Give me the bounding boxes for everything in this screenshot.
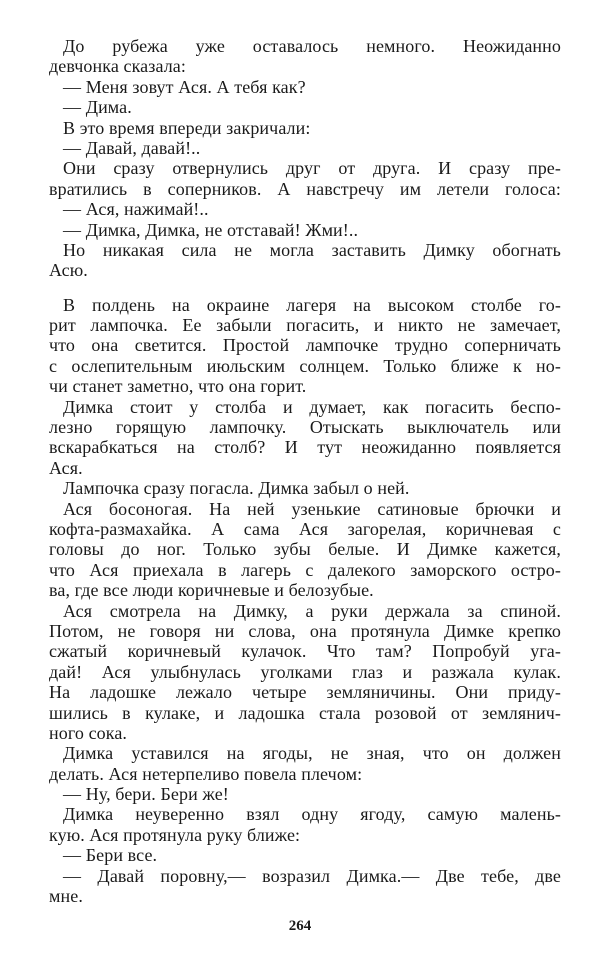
- text-line: Димка неуверенно взял одну ягоду, самую малень-: [63, 804, 561, 825]
- text-line: девчонка сказала:: [49, 56, 186, 77]
- text-line: В это время впереди закричали:: [63, 117, 311, 138]
- text-line: кофта-размахайка. А сама Ася загорелая, коричневая с: [49, 518, 561, 539]
- dialogue-line: — Ну, бери. Бери же!: [63, 784, 229, 805]
- dialogue-line: — Димка, Димка, не отставай! Жми!..: [63, 219, 359, 240]
- dialogue-line: — Давай поровну,— возразил Димка.— Две тебе, две: [63, 865, 561, 886]
- text-line: вратились в соперников. А навстречу им летели голоса:: [49, 178, 561, 199]
- dialogue-line: — Меня зовут Ася. А тебя как?: [63, 76, 306, 97]
- text-line: лезно горящую лампочку. Отыскать выключатель или: [49, 417, 561, 438]
- text-line: мне.: [49, 886, 83, 907]
- text-line: шились в кулаке, и ладошка стала розовой от землянич-: [49, 702, 561, 723]
- text-line: Асю.: [49, 260, 88, 281]
- text-line: Они сразу отвернулись друг от друга. И сразу пре-: [63, 158, 561, 179]
- text-line: Ася смотрела на Димку, а руки держала за спиной.: [63, 600, 561, 621]
- dialogue-line: — Давай, давай!..: [63, 137, 201, 158]
- text-line: Но никакая сила не могла заставить Димку обогнать: [63, 239, 561, 260]
- page-number: 264: [288, 918, 312, 934]
- text-line: ва, где все люди коричневые и белозубые.: [49, 580, 374, 601]
- text-line: вскарабкаться на столб? И тут неожиданно появляется: [49, 437, 561, 458]
- text-line: Ася босоногая. На ней узенькие сатиновые брючки и: [63, 498, 561, 519]
- text-line: Димка стоит у столба и думает, как погасить беспо-: [63, 396, 561, 417]
- text-line: Ася.: [49, 457, 83, 478]
- dialogue-line: — Ася, нажимай!..: [63, 199, 209, 220]
- text-line: головы до ног. Только зубы белые. И Димке кажется,: [49, 539, 561, 560]
- text-line: Лампочка сразу погасла. Димка забыл о ней.: [63, 478, 410, 499]
- text-line: что она светится. Простой лампочке трудно соперничать: [49, 335, 561, 356]
- text-line: До рубежа уже оставалось немного. Неожиданно: [63, 36, 561, 56]
- text-line: Димка уставился на ягоды, не зная, что он должен: [63, 743, 561, 764]
- text-line: чи станет заметно, что она горит.: [49, 376, 307, 397]
- text-line: сжатый коричневый кулачок. Что там? Попробуй уга-: [49, 641, 561, 662]
- text-line: рит лампочка. Ее забыли погасить, и никто не замечает,: [49, 315, 561, 336]
- text-line: что Ася приехала в лагерь с далекого заморского остро-: [49, 559, 561, 580]
- text-line: На ладошке лежало четыре земляничины. Они приду-: [49, 682, 561, 703]
- passage-2: [49, 295, 561, 907]
- section-break: [49, 281, 561, 295]
- text-line: дай! Ася улыбнулась уголками глаз и разжала кулак.: [49, 661, 561, 682]
- text-line: ного сока.: [49, 722, 128, 743]
- text-line: кую. Ася протянула руку ближе:: [49, 824, 301, 845]
- passage-1: [49, 36, 561, 281]
- dialogue-line: — Дима.: [63, 97, 132, 118]
- dialogue-line: — Бери все.: [63, 845, 158, 866]
- book-page-text: [49, 36, 561, 906]
- text-line: делать. Ася нетерпеливо повела плечом:: [49, 763, 363, 784]
- text-line: с ослепительным июльским солнцем. Только ближе к но-: [49, 355, 561, 376]
- text-line: Потом, не говоря ни слова, она протянула Димке крепко: [49, 620, 561, 641]
- text-line: В полдень на окраине лагеря на высоком столбе го-: [63, 294, 561, 315]
